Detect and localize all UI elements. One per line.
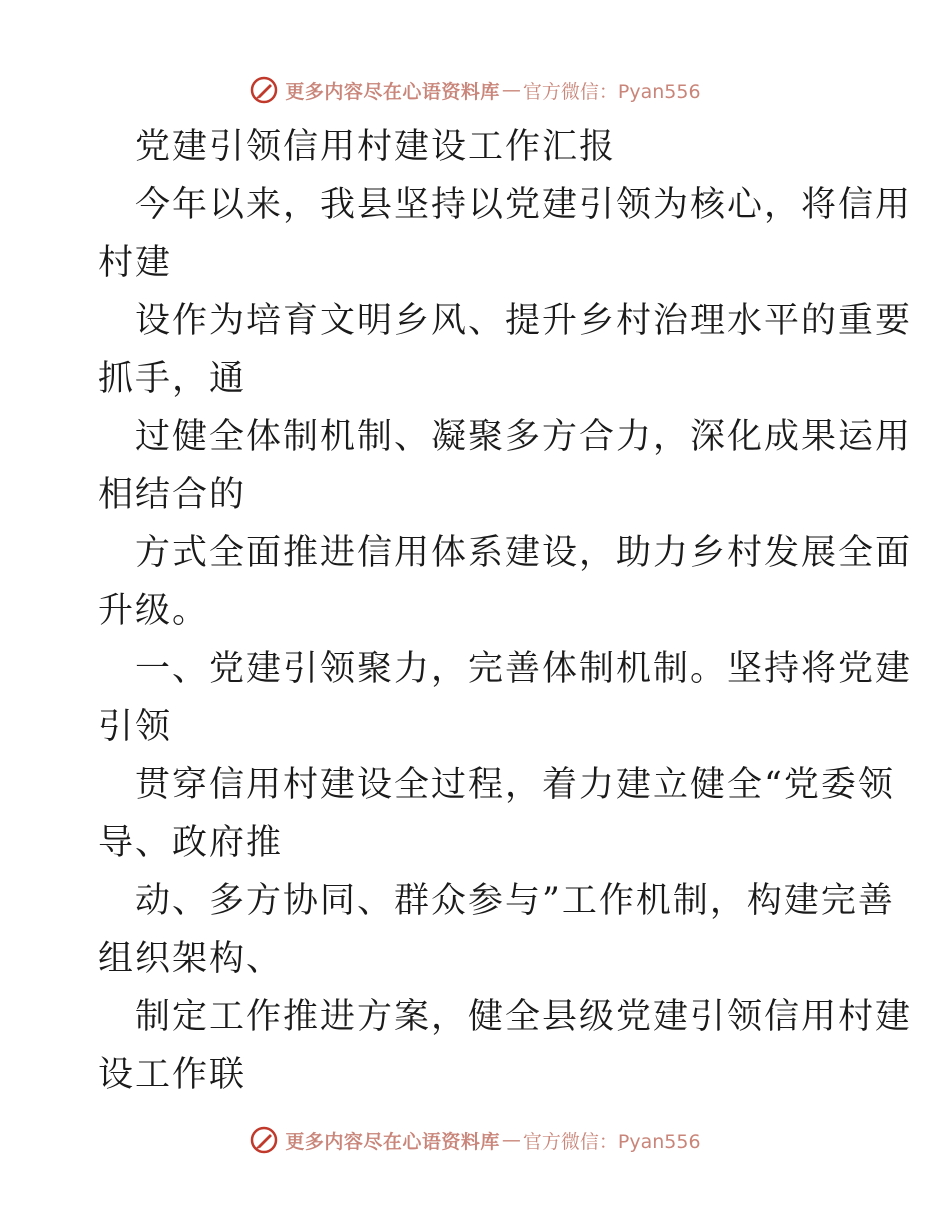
document-body (98, 118, 913, 1104)
header-banner-wechat: 官方微信：Pyan556 (522, 80, 701, 103)
body-line-7: 方式全面推进信用体系建设，助力乡村发展全面 (135, 533, 913, 573)
footer-banner-wechat: 官方微信：Pyan556 (522, 1130, 701, 1153)
section-heading-1: 一、党建引领聚力，完善体制机制。坚持将党建 (135, 649, 913, 689)
body-line-6: 相结合的 (98, 475, 247, 515)
body-line-10: 引领 (98, 707, 173, 747)
body-line-14: 组织架构、 (98, 939, 284, 979)
header-banner (0, 70, 950, 110)
quill-pen-logo-icon (249, 1125, 279, 1155)
body-line-15: 制定工作推进方案，健全县级党建引领信用村建 (135, 997, 913, 1037)
footer-banner-dash: — (501, 1129, 521, 1151)
document-title: 党建引领信用村建设工作汇报 (135, 127, 617, 167)
body-line-1: 今年以来，我县坚持以党建引领为核心，将信用 (135, 185, 913, 225)
body-line-16: 设工作联 (98, 1055, 247, 1095)
body-line-12: 导、政府推 (98, 823, 284, 863)
body-line-13: 动、多方协同、群众参与”工作机制，构建完善 (135, 881, 895, 921)
body-line-2: 村建 (98, 243, 173, 283)
footer-banner (0, 1120, 950, 1160)
body-line-5: 过健全体制机制、凝聚多方合力，深化成果运用 (135, 417, 913, 457)
header-banner-dash: — (501, 79, 521, 101)
body-line-4: 抓手，通 (98, 359, 247, 399)
header-banner-text: 更多内容尽在心语资料库 (285, 80, 500, 103)
body-line-11: 贯穿信用村建设全过程，着力建立健全“党委领 (135, 765, 895, 805)
body-line-8: 升级。 (98, 591, 210, 631)
quill-pen-logo-icon (249, 75, 279, 105)
footer-banner-text: 更多内容尽在心语资料库 (285, 1130, 500, 1153)
body-line-3: 设作为培育文明乡风、提升乡村治理水平的重要 (135, 301, 913, 341)
